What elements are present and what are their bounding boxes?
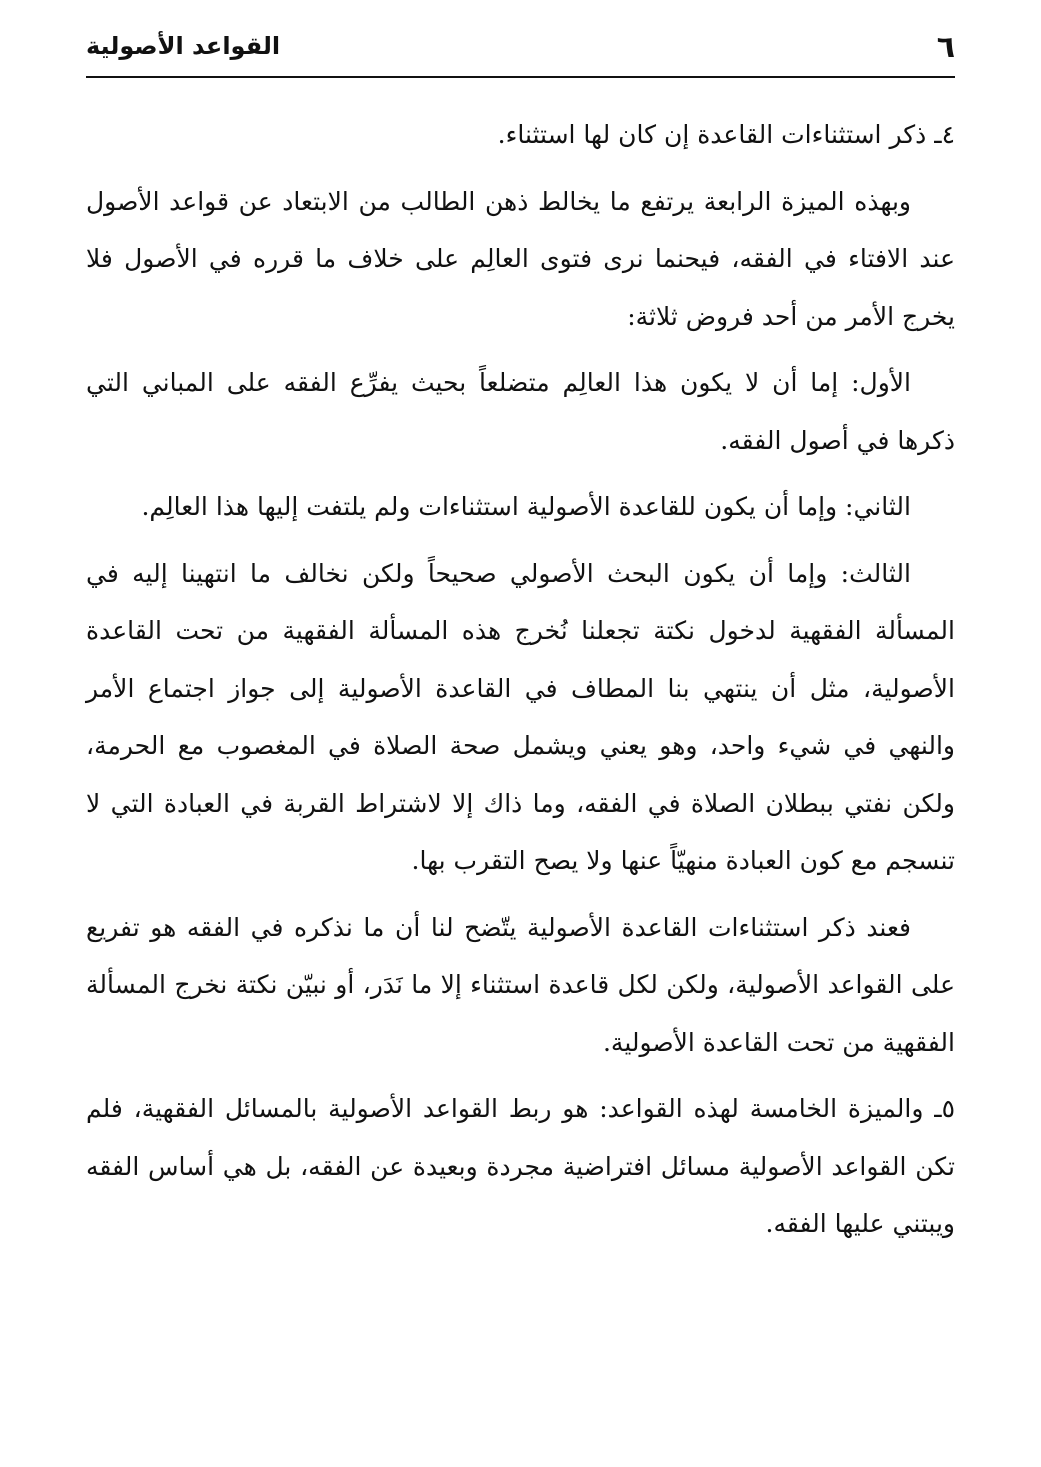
paragraph-item-4: ٤ـ ذكر استثناءات القاعدة إن كان لها استثناء. [497, 120, 955, 149]
page-header [86, 28, 955, 72]
paragraph-exceptions: فعند ذكر استثناءات القاعدة الأصولية يتّضح لنا أن ما نذكره في الفقه هو تفريع على القواعد الأصولية، ولكن لكل قاعدة استثناء إلا ما نَدَر، أو نبيّن نكتة نخرج المسألة الفقهية من تحت القاعدة الأصولية. [86, 912, 955, 1057]
header-divider [86, 76, 955, 78]
paragraph-fourth-feature: وبهذه الميزة الرابعة يرتفع ما يخالط ذهن الطالب من الابتعاد عن قواعد الأصول عند الافتاء في الفقه، فيحنما نرى فتوى العالِم على خلاف ما قرره في الأصول فلا يخرج الأمر من أحد فروض ثلاثة: [86, 186, 955, 331]
running-title: القواعد الأصولية [86, 32, 281, 60]
paragraph-item-5: ٥ـ والميزة الخامسة لهذه القواعد: هو ربط القواعد الأصولية بالمسائل الفقهية، فلم تكن القواعد الأصولية مسائل افتراضية مجردة وبعيدة عن الفقه، بل هي أساس الفقه ويبتني عليها الفقه. [86, 1094, 955, 1238]
body-text [86, 106, 955, 1262]
page-number: ٦ [936, 30, 955, 65]
paragraph-second-assumption: الثاني: وإما أن يكون للقاعدة الأصولية استثناءات ولم يلتفت إليها هذا العالِم. [141, 492, 911, 521]
paragraph-third-assumption: الثالث: وإما أن يكون البحث الأصولي صحيحاً ولكن نخالف ما انتهينا إليه في المسألة الفقهية لدخول نكتة تجعلنا نُخرج هذه المسألة الفقهية من تحت القاعدة الأصولية، مثل أن ينتهي بنا المطاف في القاعدة الأصولية إلى جواز اجتماع الأمر والنهي في شيء واحد، وهو يعني ويشمل صحة الصلاة في المغصوب مع الحرمة، ولكن نفتي ببطلان الصلاة في الفقه، وما ذاك إلا لاشتراط القربة في العبادة التي لا تنسجم مع كون العبادة منهيّاً عنها ولا يصح التقرب بها. [86, 558, 955, 875]
paragraph-first-assumption: الأول: إما أن لا يكون هذا العالِم متضلعاً بحيث يفرِّع الفقه على المباني التي ذكرها في أصول الفقه. [86, 368, 955, 455]
